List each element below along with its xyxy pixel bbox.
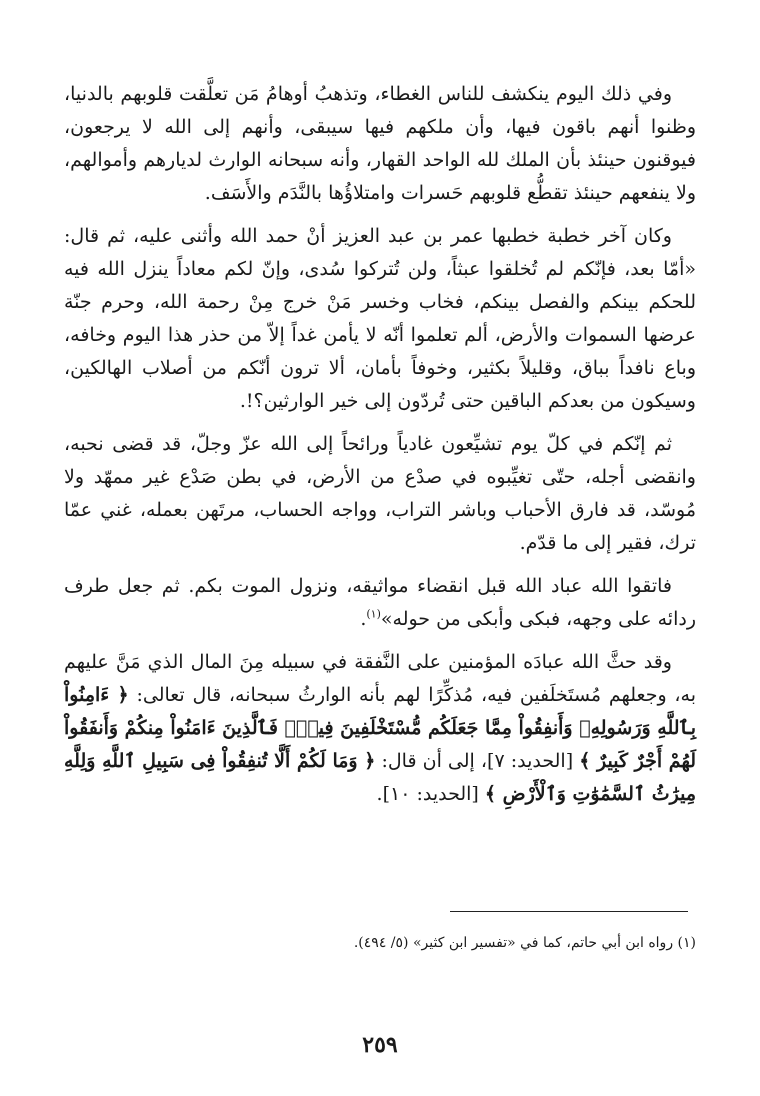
verse-reference-1: [الحديد: ٧]، إلى أن قال: bbox=[381, 750, 574, 772]
page-number: ٢٥٩ bbox=[362, 1032, 398, 1058]
paragraph-1 bbox=[64, 78, 696, 210]
paragraph-3 bbox=[64, 428, 696, 560]
paragraph-4 bbox=[64, 570, 696, 636]
quran-verse-2: ﴿ وَمَا لَكُمْ أَلَّا تُنفِقُواْ فِى سَبِيلِ ٱللَّهِ وَلِلَّهِ مِيرَٰثُ ٱلسَّمَٰوَٰتِ وَٱلْأَرْضِ ﴾ bbox=[64, 750, 696, 805]
paragraph-5-intro: وقد حثَّ الله عبادَه المؤمنين على النَّفقة في سبيله مِنَ المال الذي مَنَّ عليهم به، وجعلهم مُستَخلَفين فيه، مُذكِّرًا لهم بأنه الوارثُ سبحانه، قال تعالى: bbox=[64, 651, 696, 706]
paragraph-text bbox=[64, 646, 696, 811]
page-body bbox=[64, 78, 696, 821]
paragraph-text: وفي ذلك اليوم ينكشف للناس الغطاء، وتذهبُ أوهامُ مَن تعلَّقت قلوبهم بالدنيا، وظنوا أنهم باقون فيها، وأن ملكهم فيها سيبقى، وأنهم إلى الله لا يرجعون، فيوقنون حينئذ بأن الملك لله الواحد القهار، وأنه سبحانه الوارث لديارهم وأموالهم، ولا ينفعهم حينئذ تقطُّع قلوبهم حَسرات وامتلاؤُها بالنَّدَم والأَسَف. bbox=[64, 83, 696, 204]
paragraph-5 bbox=[64, 646, 696, 811]
paragraph-4-tail: . bbox=[360, 608, 367, 630]
footnote-divider bbox=[450, 911, 688, 912]
paragraph-text: وكان آخر خطبة خطبها عمر بن عبد العزيز أنْ حمد الله وأثنى عليه، ثم قال: «أمّا بعد، فإنّكم لم تُخلقوا عبثاً، ولن تُتركوا سُدى، وإنّ لكم معاداً ينزل الله فيه للحكم بينكم والفصل بينكم، فخاب وخسر مَنْ خرج مِنْ رحمة الله، وحرم جنّة عرضها السموات والأرض، ألم تعلموا أنّه لا يأمن غداً إلاّ من حذر هذا اليوم وخافه، وباع نافداً بباق، وقليلاً بكثير، وخوفاً بأمان، ألا ترون أنّكم من أصلاب الهالكين، وسيكون من بعدكم الباقين حتى تُردّون إلى خير الوارثين؟!. bbox=[64, 225, 696, 412]
paragraph-4-text: فاتقوا الله عباد الله قبل انقضاء مواثيقه، ونزول الموت بكم. ثم جعل طرف ردائه على وجهه، فبكى وأبكى من حوله» bbox=[64, 575, 696, 630]
paragraph-text: ثم إنّكم في كلّ يوم تشيِّعون غادياً ورائحاً إلى الله عزّ وجلّ، قد قضى نحبه، وانقضى أجله، حتّى تغيِّبوه في صدْع من الأرض، في بطن صَدْع غير ممهّد ولا مُوسّد، قد فارق الأحباب وباشر التراب، وواجه الحساب، مرتَهن بعمله، غني عمّا ترك، فقير إلى ما قدّم. bbox=[64, 433, 696, 554]
verse-reference-2: [الحديد: ١٠]. bbox=[376, 783, 479, 805]
paragraph-2 bbox=[64, 220, 696, 418]
quran-verse-1: ﴿ ءَامِنُواْ بِٱللَّهِ وَرَسُولِهِۦ وَأَنفِقُواْ مِمَّا جَعَلَكُم مُّسْتَخْلَفِينَ فِيهِۖ فَٱلَّذِينَ ءَامَنُواْ مِنكُمْ وَأَنفَقُواْ لَهُمْ أَجْرٌ كَبِيرٌ ﴾ bbox=[64, 684, 696, 772]
paragraph-text bbox=[64, 570, 696, 636]
footnote-ref[interactable]: (١) bbox=[366, 607, 381, 621]
footnote: (١) رواه ابن أبي حاتم، كما في «تفسير ابن كثير» (٥/ ٤٩٤). bbox=[353, 935, 696, 951]
